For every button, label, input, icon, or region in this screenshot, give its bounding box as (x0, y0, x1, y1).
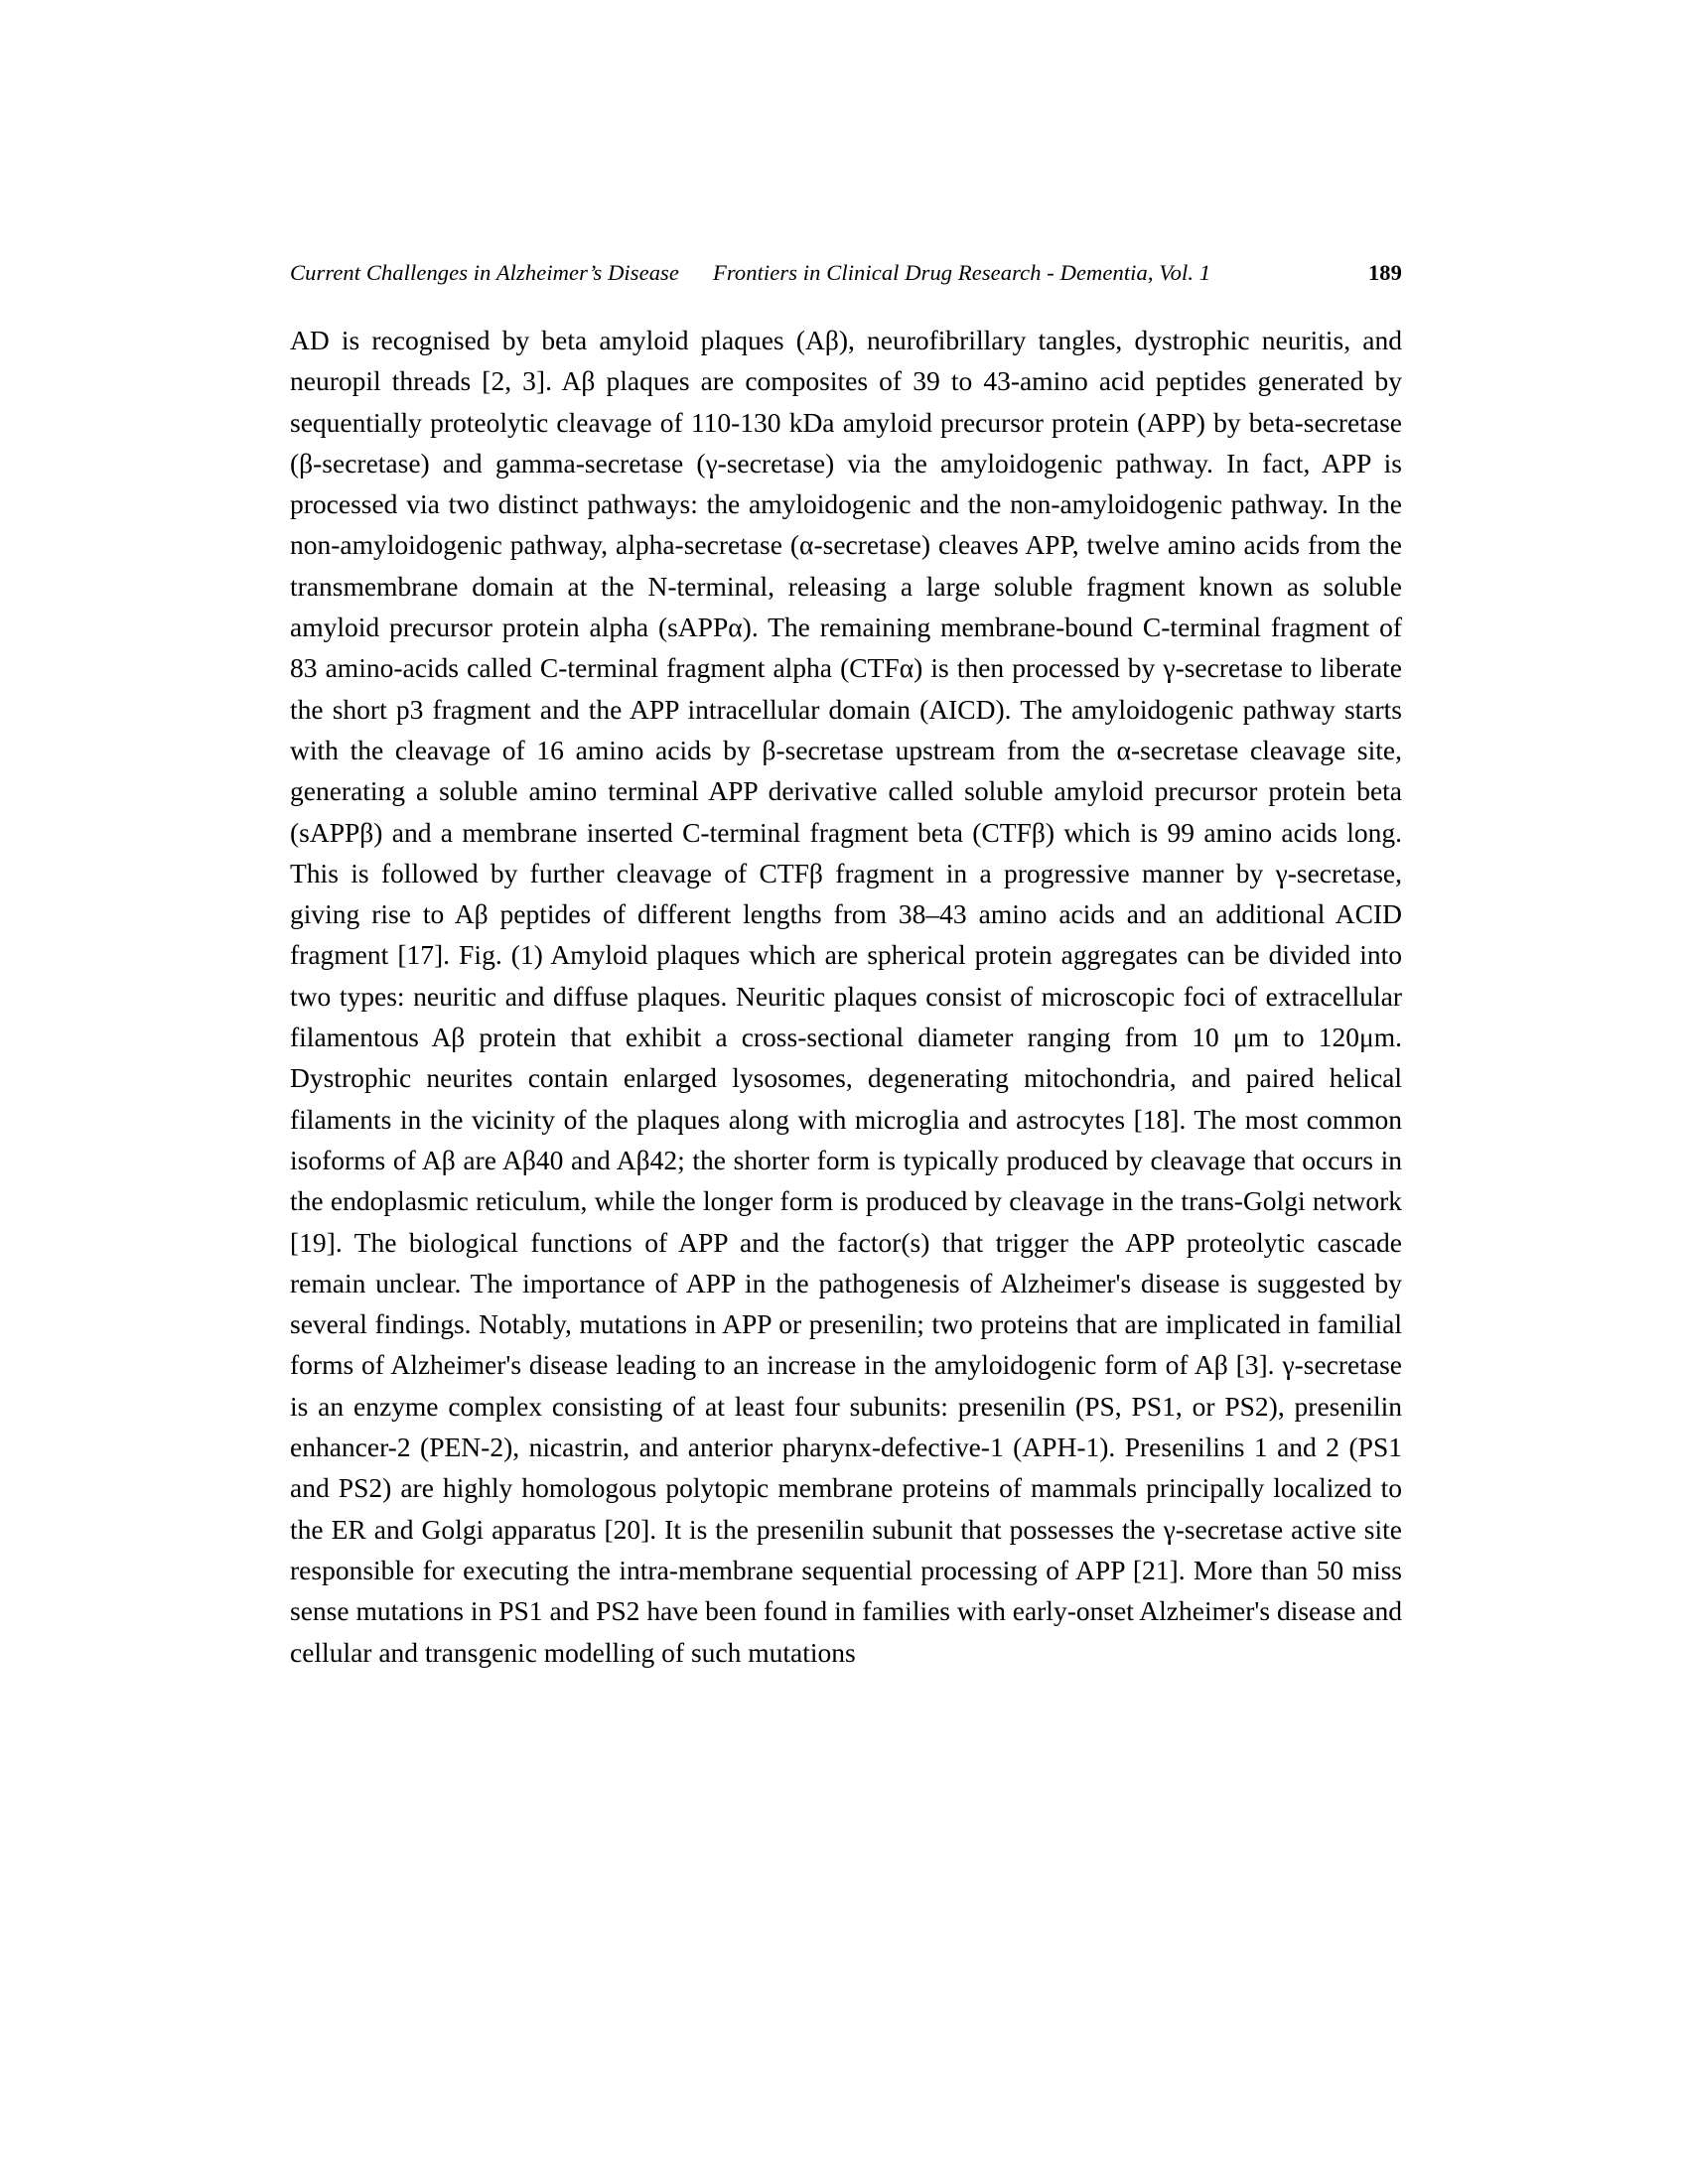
page-content (290, 260, 1402, 1673)
running-head-left-title: Current Challenges in Alzheimer’s Disease (290, 260, 680, 285)
running-head-right-title: Frontiers in Clinical Drug Research - Dementia, Vol. 1 (713, 260, 1211, 285)
page-number: 189 (1367, 260, 1402, 285)
running-head (290, 260, 1402, 286)
body-paragraph: AD is recognised by beta amyloid plaques (Aβ), neurofibrillary tangles, dystrophic neuritis, and neuropil threads [2, 3]. Aβ plaques are composites of 39 to 43-amino acid peptides generated by sequentially proteolytic cleavage of 110-130 kDa amyloid precursor protein (APP) by beta-secretase (β-secretase) and gamma-secretase (γ-secretase) via the amyloidogenic pathway. In fact, APP is processed via two distinct pathways: the amyloidogenic and the non-amyloidogenic pathway. In the non-amyloidogenic pathway, alpha-secretase (α-secretase) cleaves APP, twelve amino acids from the transmembrane domain at the N-terminal, releasing a large soluble fragment known as soluble amyloid precursor protein alpha (sAPPα). The remaining membrane-bound C-terminal fragment of 83 amino-acids called C-terminal fragment alpha (CTFα) is then processed by γ-secretase to liberate the short p3 fragment and the APP intracellular domain (AICD). The amyloidogenic pathway starts with the cleavage of 16 amino acids by β-secretase upstream from the α-secretase cleavage site, generating a soluble amino terminal APP derivative called soluble amyloid precursor protein beta (sAPPβ) and a membrane inserted C-terminal fragment beta (CTFβ) which is 99 amino acids long. This is followed by further cleavage of CTFβ fragment in a progressive manner by γ-secretase, giving rise to Aβ peptides of different lengths from 38–43 amino acids and an additional ACID fragment [17]. Fig. (1) Amyloid plaques which are spherical protein aggregates can be divided into two types: neuritic and diffuse plaques. Neuritic plaques consist of microscopic foci of extracellular filamentous Aβ protein that exhibit a cross-sectional diameter ranging from 10 μm to 120μm. Dystrophic neurites contain enlarged lysosomes, degenerating mitochondria, and paired helical filaments in the vicinity of the plaques along with microglia and astrocytes [18]. The most common isoforms of Aβ are Aβ40 and Aβ42; the shorter form is typically produced by cleavage that occurs in the endoplasmic reticulum, while the longer form is produced by cleavage in the trans-Golgi network [19]. The biological functions of APP and the factor(s) that trigger the APP proteolytic cascade remain unclear. The importance of APP in the pathogenesis of Alzheimer's disease is suggested by several findings. Notably, mutations in APP or presenilin; two proteins that are implicated in familial forms of Alzheimer's disease leading to an increase in the amyloidogenic form of Aβ [3]. γ-secretase is an enzyme complex consisting of at least four subunits: presenilin (PS, PS1, or PS2), presenilin enhancer-2 (PEN-2), nicastrin, and anterior pharynx-defective-1 (APH-1). Presenilins 1 and 2 (PS1 and PS2) are highly homologous polytopic membrane proteins of mammals principally localized to the ER and Golgi apparatus [20]. It is the presenilin subunit that possesses the γ-secretase active site responsible for executing the intra-membrane sequential processing of APP [21]. More than 50 miss sense mutations in PS1 and PS2 have been found in families with early-onset Alzheimer's disease and cellular and transgenic modelling of such mutations (290, 325, 1402, 1668)
